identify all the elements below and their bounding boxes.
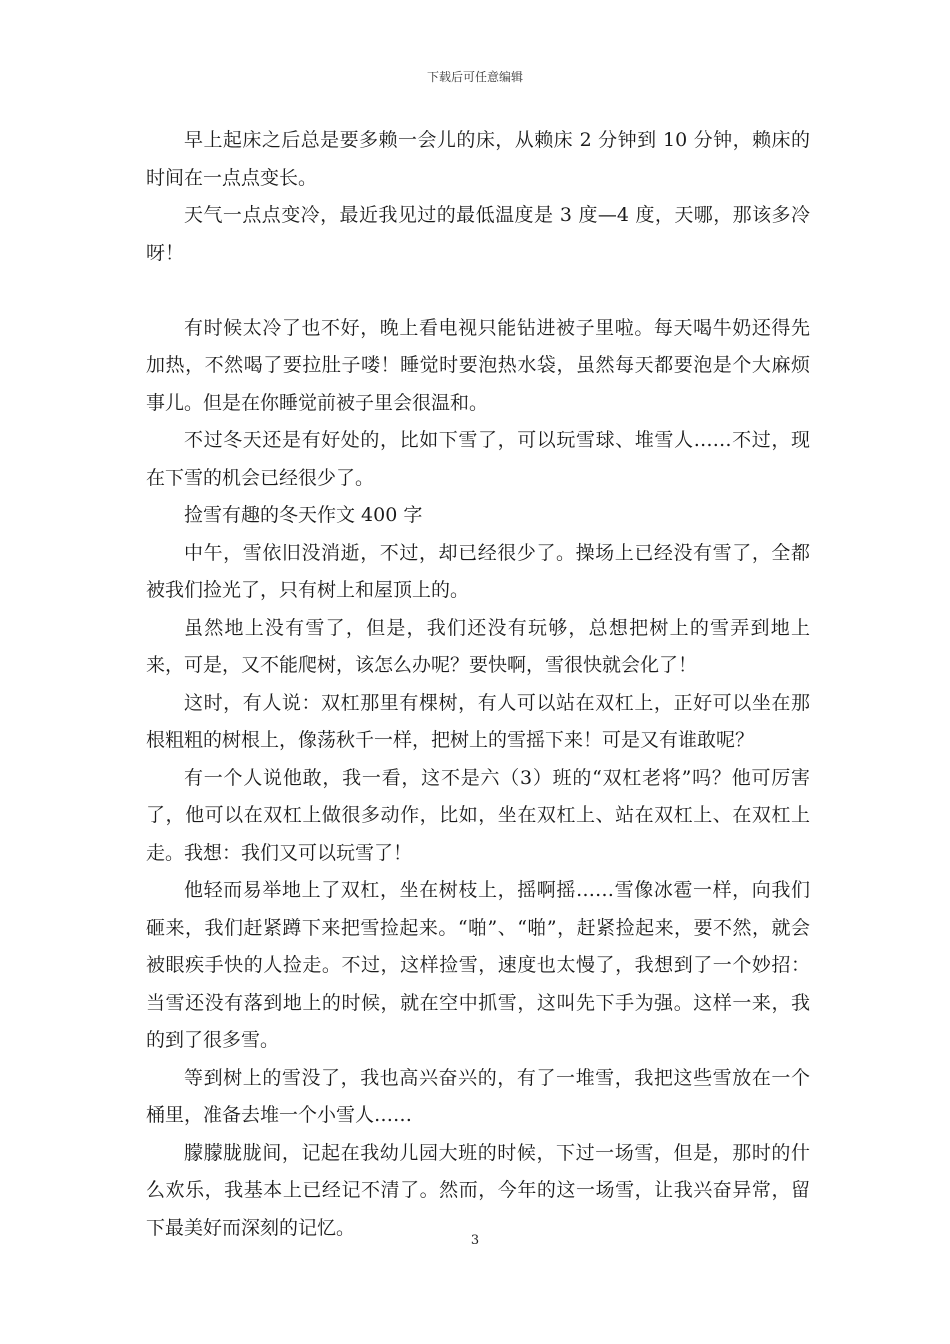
paragraph: 不过冬天还是有好处的，比如下雪了，可以玩雪球、堆雪人……不过，现在下雪的机会已经很少了。	[146, 429, 810, 489]
paragraph: 他轻而易举地上了双杠，坐在树枝上，摇啊摇……雪像冰雹一样，向我们砸来，我们赶紧蹲下来把雪捡起来。“啪”、“啪”，赶紧捡起来，要不然，就会被眼疾手快的人捡走。不过，这样捡雪，速度也太慢了，我想到了一个妙招：当雪还没有落到地上的时候，就在空中抓雪，这叫先下手为强。这样一来，我的到了很多雪。	[146, 879, 810, 1051]
paragraph: 等到树上的雪没了，我也高兴奋兴的，有了一堆雪，我把这些雪放在一个桶里，准备去堆一个小雪人……	[146, 1066, 810, 1126]
paragraph: 有一个人说他敢，我一看，这不是六（3）班的“双杠老将”吗？他可厉害了，他可以在双杠上做很多动作，比如，坐在双杠上、站在双杠上、在双杠上走。我想：我们又可以玩雪了！	[146, 766, 810, 864]
paragraph: 中午，雪依旧没消逝，不过，却已经很少了。操场上已经没有雪了，全都被我们捡光了，只有树上和屋顶上的。	[146, 541, 810, 601]
section-title: 捡雪有趣的冬天作文 400 字	[184, 504, 423, 526]
paragraph: 天气一点点变冷，最近我见过的最低温度是 3 度—4 度，天哪，那该多冷呀！	[146, 204, 810, 264]
paragraph: 朦朦胧胧间，记起在我幼儿园大班的时候，下过一场雪，但是，那时的什么欢乐，我基本上已经记不清了。然而，今年的这一场雪，让我兴奋异常，留下最美好而深刻的记忆。	[146, 1141, 810, 1239]
page-header: 下载后可任意编辑	[426, 70, 523, 84]
paragraph: 有时候太冷了也不好，晚上看电视只能钻进被子里啦。每天喝牛奶还得先加热，不然喝了要拉肚子喽！睡觉时要泡热水袋，虽然每天都要泡是个大麻烦事儿。但是在你睡觉前被子里会很温和。	[146, 316, 810, 414]
paragraph: 虽然地上没有雪了，但是，我们还没有玩够，总想把树上的雪弄到地上来，可是，又不能爬树，该怎么办呢？要快啊，雪很快就会化了！	[146, 616, 810, 676]
page-number: 3	[470, 1233, 480, 1248]
paragraph: 早上起床之后总是要多赖一会儿的床，从赖床 2 分钟到 10 分钟，赖床的时间在一点点变长。	[146, 129, 810, 189]
paragraph: 这时，有人说：双杠那里有棵树，有人可以站在双杠上，正好可以坐在那根粗粗的树根上，像荡秋千一样，把树上的雪摇下来！可是又有谁敢呢？	[146, 691, 810, 751]
document-body	[146, 122, 810, 1247]
